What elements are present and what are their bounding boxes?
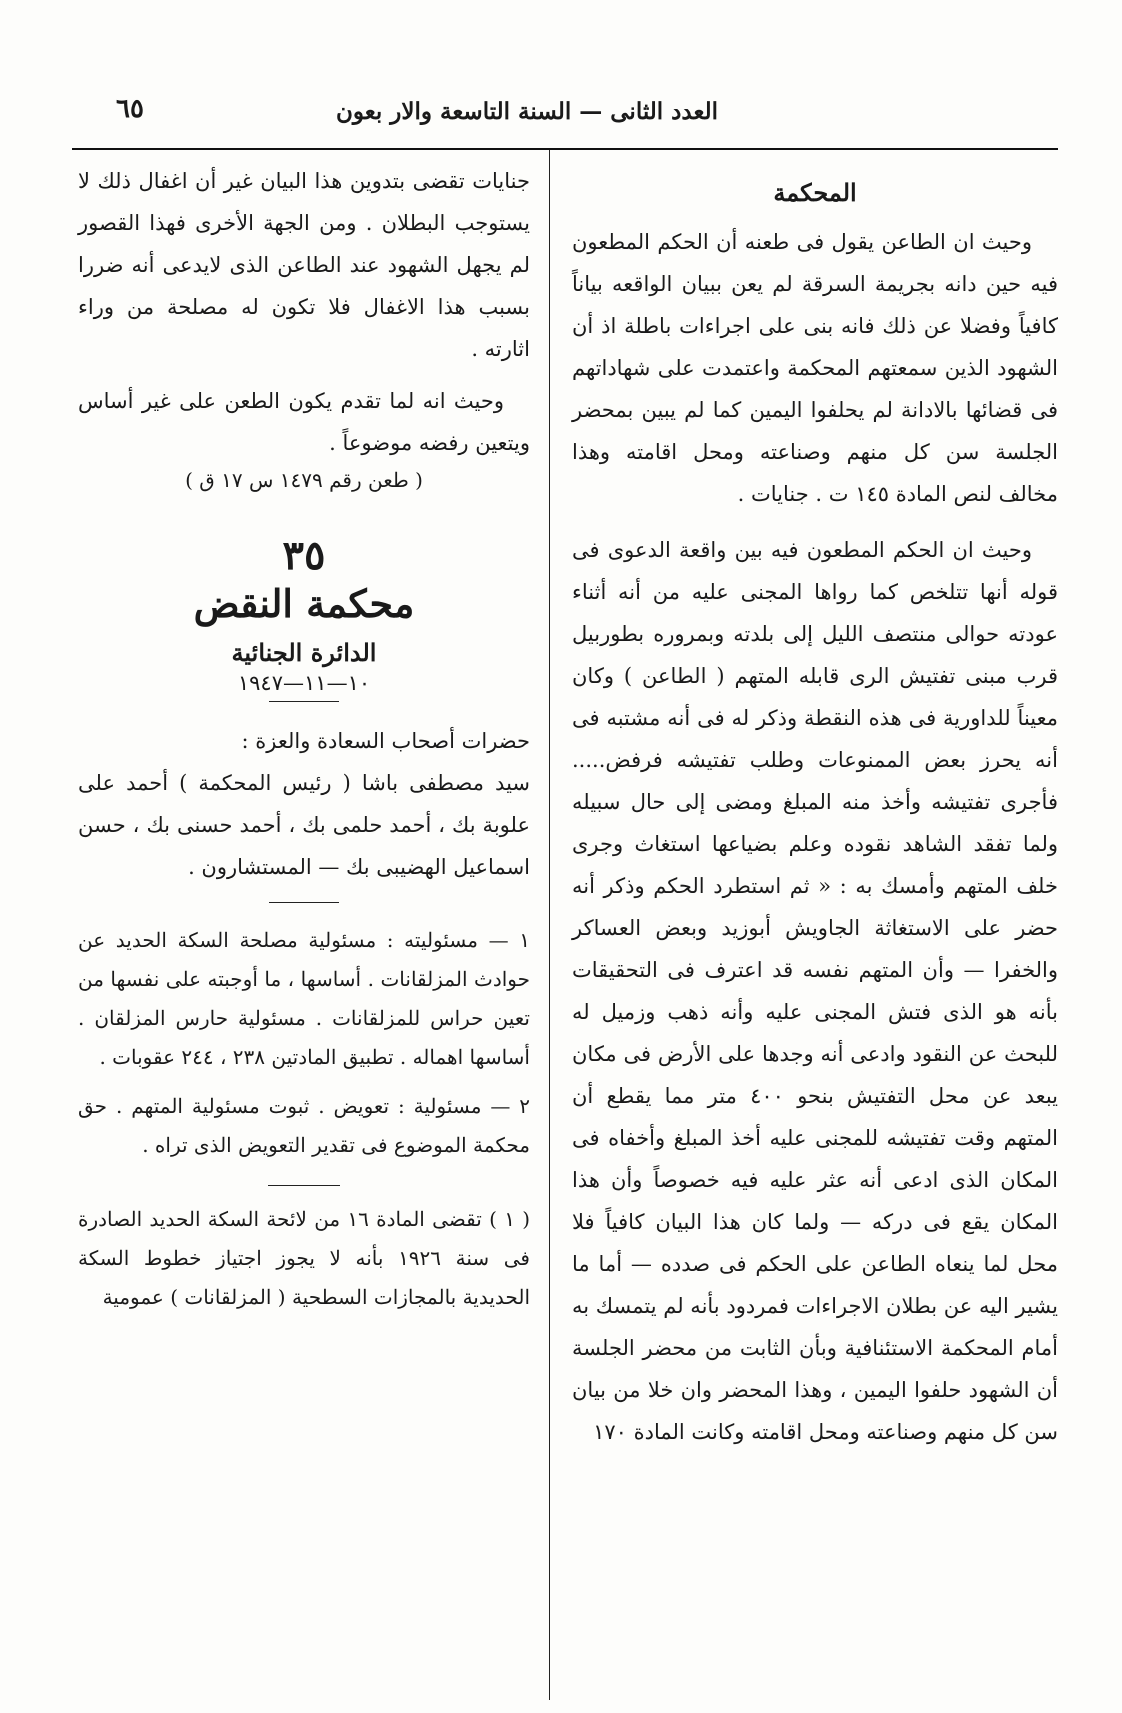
section-title: المحكمة bbox=[773, 178, 857, 207]
bench-intro: حضرات أصحاب السعادة والعزة : bbox=[241, 729, 530, 753]
headnote: ٢ — مسئولية : تعويض . ثبوت مسئولية المتهم . حق محكمة الموضوع فى تقدير التعويض الذى تراه . bbox=[78, 1094, 530, 1157]
column-divider bbox=[549, 150, 550, 1700]
header-rule bbox=[72, 148, 1058, 150]
decision-date: ١٠—١١—١٩٤٧ bbox=[237, 671, 371, 695]
paragraph: وحيث ان الطاعن يقول فى طعنه أن الحكم المطعون فيه حين دانه بجريمة السرقة لم يعن ببيان الواقعه بياناً كافياً وفضلا عن ذلك فانه بنى على اجراءات باطلة اذ أن الشهود الذين سمعتهم المحكمة واعتمدت على شهاداتهم فى قضائها بالادانة لم يحلفوا اليمين كما لم يبين بمحضر الجلسة سن كل منهم وصناعته ومحل اقامته وهذا مخالف لنص المادة ١٤٥ ت . جنايات . bbox=[572, 230, 1058, 506]
case-reference: ( طعن رقم ١٤٧٩ س ١٧ ق ) bbox=[185, 468, 423, 492]
separator-rule bbox=[269, 902, 339, 903]
paragraph: وحيث انه لما تقدم يكون الطعن على غير أساس ويتعين رفضه موضوعاً . bbox=[78, 389, 530, 455]
paragraph: جنايات تقضى بتدوين هذا البيان غير أن اغفال ذلك لا يستوجب البطلان . ومن الجهة الأخرى فهذا القصور لم يجهل الشهود عند الطاعن الذى لايدعى أنه ضررا بسبب هذا الاغفال فلا تكون له مصلحة من وراء اثارته . bbox=[78, 169, 530, 361]
decision-number: ٣٥ bbox=[282, 532, 326, 579]
page-number: ٦٥ bbox=[116, 94, 144, 124]
left-column bbox=[78, 160, 530, 1317]
footnote-rule bbox=[268, 1185, 340, 1186]
bench-members: سيد مصطفى باشا ( رئيس المحكمة ) أحمد على علوبة بك ، أحمد حلمى بك ، أحمد حسنى بك ، حسن اسماعيل الهضيبى بك — المستشارون . bbox=[78, 771, 530, 879]
court-name: محكمة النقض bbox=[193, 581, 415, 626]
footnote: ( ١ ) تقضى المادة ١٦ من لائحة السكة الحديد الصادرة فى سنة ١٩٢٦ بأنه لا يجوز اجتياز خطوط السكة الحديدية بالمجازات السطحية ( المزلقانات ) عمومية bbox=[78, 1207, 531, 1309]
separator-rule bbox=[269, 701, 339, 702]
paragraph: وحيث ان الحكم المطعون فيه بين واقعة الدعوى فى قوله أنها تتلخص كما رواها المجنى عليه من أنه أثناء عودته حوالى منتصف الليل إلى بلدته وبمروره بطوربيل قرب مبنى تفتيش الرى قابله المتهم ( الطاعن ) وكان معيناً للداورية فى هذه النقطة وذكر له فى أنه مشتبه فى أنه يحرز بعض الممنوعات وطلب تفتيشه فرفض..... فأجرى تفتيشه وأخذ منه المبلغ ومضى إلى حال سبيله ولما تفقد الشاهد نقوده وعلم بضياعها استغاث وجرى خلف المتهم وأمسك به : « ثم استطرد الحكم وذكر أنه حضر على الاستغاثة الجاويش أبوزيد وبعض العساكر والخفرا — وأن المتهم نفسه قد اعترف فى التحقيقات بأنه هو الذى فتش المجنى عليه وأنه ذهب وزميل له للبحث عن النقود وادعى أنه وجدها على الأرض فى مكان يبعد عن محل التفتيش بنحو ٤٠٠ متر مما يقطع أن المتهم وقت تفتيشه للمجنى عليه أخذ المبلغ وأخفاه فى المكان الذى ادعى أنه عثر عليه فيه خصوصاً وأن هذا المكان يقع فى دركه — ولما كان هذا البيان كافياً فلا محل لما ينعاه الطاعن على الحكم فى صدده — أما ما يشير اليه عن بطلان الاجراءات فمردود بأنه لم يتمسك به أمام المحكمة الاستئنافية وبأن الثابت من محضر الجلسة أن الشهود حلفوا اليمين ، وهذا المحضر وان خلا من بيان سن كل منهم وصناعته ومحل اقامته وكانت المادة ١٧٠ bbox=[572, 538, 1058, 1444]
running-header bbox=[72, 92, 1058, 136]
headnote: ١ — مسئوليته : مسئولية مصلحة السكة الحديد عن حوادث المزلقانات . أساسها ، ما أوجبته على نفسها من تعين حراس للمزلقانات . مسئولية حارس المزلقان . أساسها اهماله . تطبيق المادتين ٢٣٨ ، ٢٤٤ عقوبات . bbox=[78, 928, 530, 1069]
right-column bbox=[572, 160, 1058, 1453]
running-title: العدد الثانى — السنة التاسعة والار بعون bbox=[336, 98, 718, 125]
circuit-name: الدائرة الجنائية bbox=[231, 638, 377, 667]
